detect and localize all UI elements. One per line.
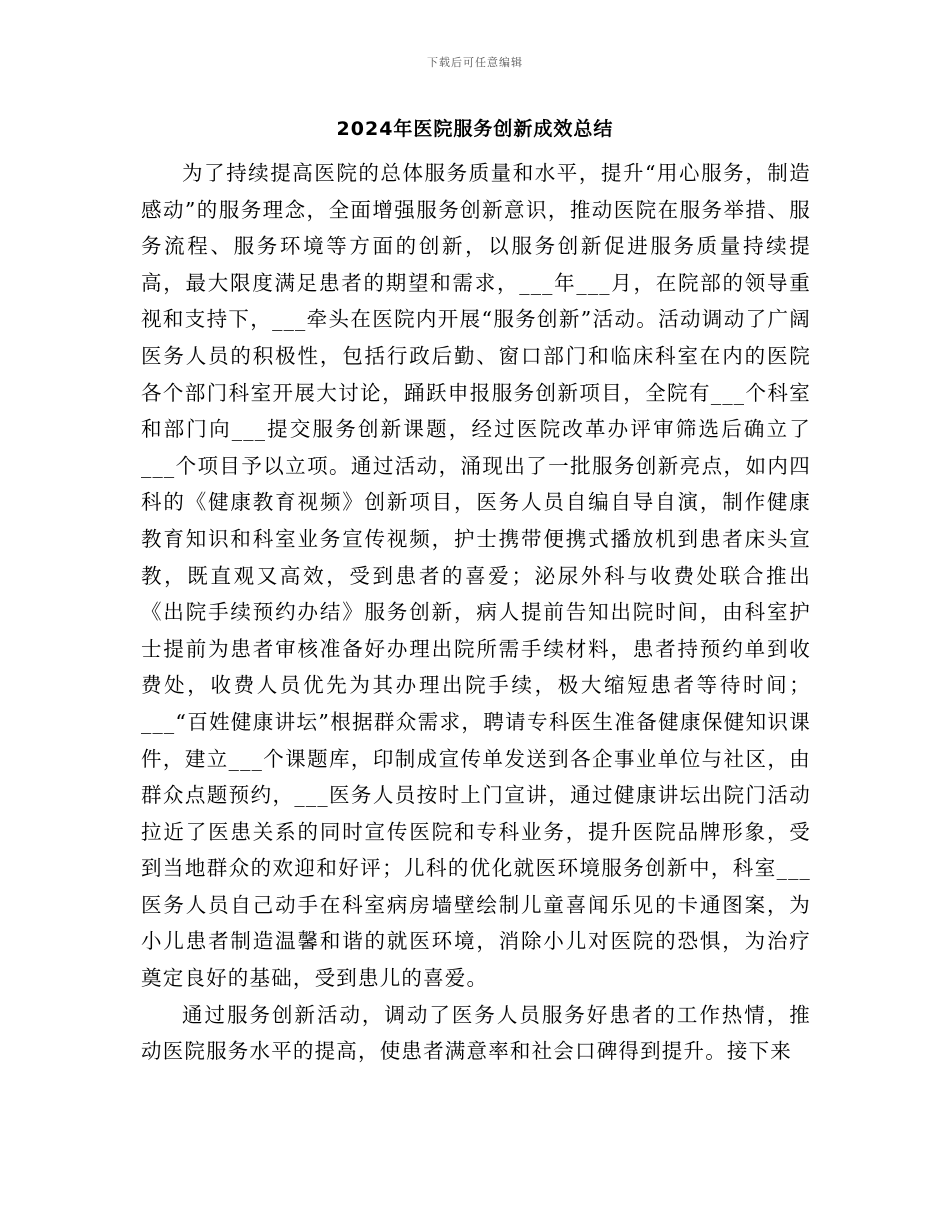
page-title: 2024年医院服务创新成效总结 — [336, 118, 614, 140]
paragraph-1: 为了持续提高医院的总体服务质量和水平，提升“用心服务，制造感动”的服务理念，全面增强服务创新意识，推动医院在服务举措、服务流程、服务环境等方面的创新，以服务创新促进服务质量持续提高，最大限度满足患者的期望和需求，___年___月，在院部的领导重视和支持下，___牵头在医院内开展“服务创新”活动。活动调动了广阔医务人员的积极性，包括行政后勤、窗口部门和临床科室在内的医院各个部门科室开展大讨论，踊跃申报服务创新项目，全院有___个科室和部门向___提交服务创新课题，经过医院改革办评审筛选后确立了___个项目予以立项。通过活动，涌现出了一批服务创新亮点，如内四科的《健康教育视频》创新项目，医务人员自编自导自演，制作健康教育知识和科室业务宣传视频，护士携带便携式播放机到患者床头宣教，既直观又高效，受到患者的喜爱；泌尿外科与收费处联合推出《出院手续预约办结》服务创新，病人提前告知出院时间，由科室护士提前为患者审核准备好办理出院所需手续材料，患者持预约单到收费处，收费人员优先为其办理出院手续，极大缩短患者等待时间；___“百姓健康讲坛”根据群众需求，聘请专科医生准备健康保健知识课件，建立___个课题库，印制成宣传单发送到各企事业单位与社区，由群众点题预约，___医务人员按时上门宣讲，通过健康讲坛出院门活动拉近了医患关系的同时宣传医院和专科业务，提升医院品牌形象，受到当地群众的欢迎和好评；儿科的优化就医环境服务创新中，科室___医务人员自己动手在科室病房墙壁绘制儿童喜闻乐见的卡通图案，为小儿患者制造温馨和谐的就医环境，消除小儿对医院的恐惧，为治疗奠定良好的基础，受到患儿的喜爱。 — [141, 161, 811, 991]
paragraph-2: 通过服务创新活动，调动了医务人员服务好患者的工作热情，推动医院服务水平的提高，使患者满意率和社会口碑得到提升。接下来 — [141, 1002, 811, 1064]
header-note: 下载后可任意编辑 — [427, 56, 523, 69]
document-body — [141, 155, 811, 1070]
